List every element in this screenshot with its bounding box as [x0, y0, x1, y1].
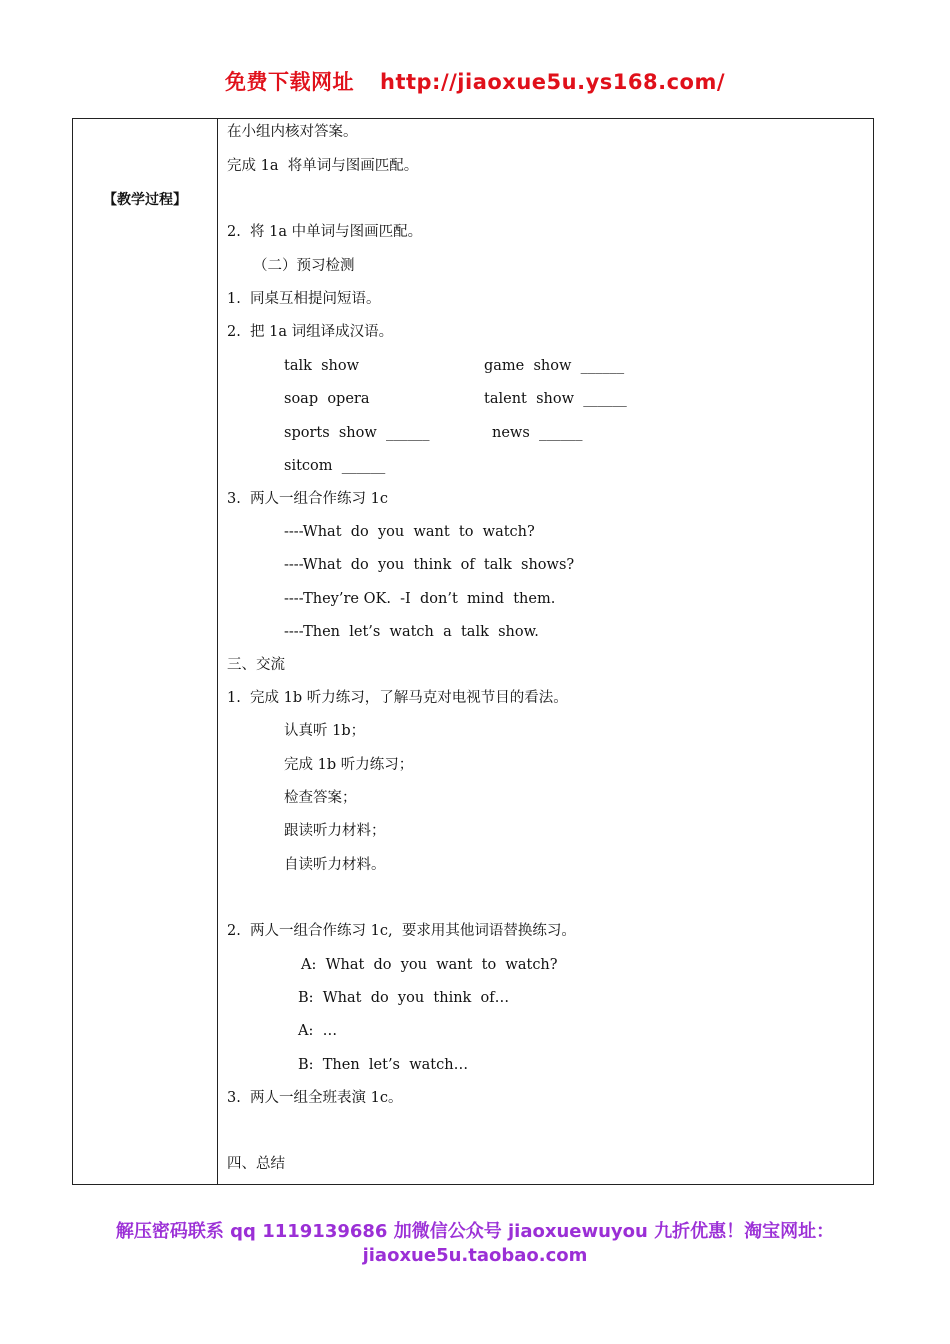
content-line: 跟读听力材料； — [284, 823, 386, 839]
header-url[interactable]: http://jiaoxue5u.ys168.com/ — [380, 70, 725, 94]
column-divider — [217, 119, 218, 1184]
content-line: 3. 两人一组全班表演 1c。 — [227, 1090, 403, 1106]
content-line: talent show ______ — [484, 391, 627, 407]
page-header — [0, 66, 950, 96]
footer-contact-line: 解压密码联系 qq 1119139686 加微信公众号 jiaoxuewuyou 九折优惠！淘宝网址： — [115, 1221, 835, 1242]
content-line: 2. 将 1a 中单词与图画匹配。 — [227, 224, 423, 240]
content-line: 完成 1a 将单词与图画匹配。 — [227, 158, 419, 174]
content-line: 完成 1b 听力练习； — [284, 757, 414, 773]
page-footer — [0, 1220, 950, 1268]
footer-shop-url[interactable]: jiaoxue5u.taobao.com — [362, 1245, 588, 1266]
content-line: talk show — [284, 358, 360, 374]
content-line: game show ______ — [484, 358, 625, 374]
content-line: ----They’re OK. -I don’t mind them. — [284, 591, 556, 607]
content-line: soap opera — [284, 391, 370, 407]
content-line: 2. 两人一组合作练习 1c, 要求用其他词语替换练习。 — [227, 923, 576, 939]
content-line: 自读听力材料。 — [284, 857, 386, 873]
content-line: A: … — [298, 1023, 338, 1039]
content-line: 1. 同桌互相提问短语。 — [227, 291, 381, 307]
content-line: 四、总结 — [227, 1156, 285, 1172]
content-line: A: What do you want to watch? — [301, 957, 558, 973]
content-line: news ______ — [492, 425, 583, 441]
content-line: 1. 完成 1b 听力练习，了解马克对电视节目的看法。 — [227, 690, 568, 706]
lesson-table — [72, 118, 874, 1185]
content-line: ----Then let’s watch a talk show. — [284, 624, 539, 640]
section-label: 【教学过程】 — [103, 192, 187, 208]
content-line: sitcom ______ — [284, 458, 386, 474]
content-line: 三、交流 — [227, 657, 285, 673]
header-label: 免费下载网址 — [225, 70, 354, 94]
content-line: ----What do you want to watch? — [284, 524, 535, 540]
content-line: B: Then let’s watch… — [298, 1057, 469, 1073]
content-line: sports show ______ — [284, 425, 430, 441]
content-line: 在小组内核对答案。 — [227, 124, 358, 140]
content-line: （二）预习检测 — [253, 258, 355, 274]
content-line: ----What do you think of talk shows? — [284, 557, 575, 573]
content-line: 3. 两人一组合作练习 1c — [227, 491, 389, 507]
content-line: B: What do you think of… — [298, 990, 510, 1006]
content-line: 认真听 1b； — [284, 723, 366, 739]
content-line: 2. 把 1a 词组译成汉语。 — [227, 324, 394, 340]
content-line: 检查答案； — [284, 790, 357, 806]
